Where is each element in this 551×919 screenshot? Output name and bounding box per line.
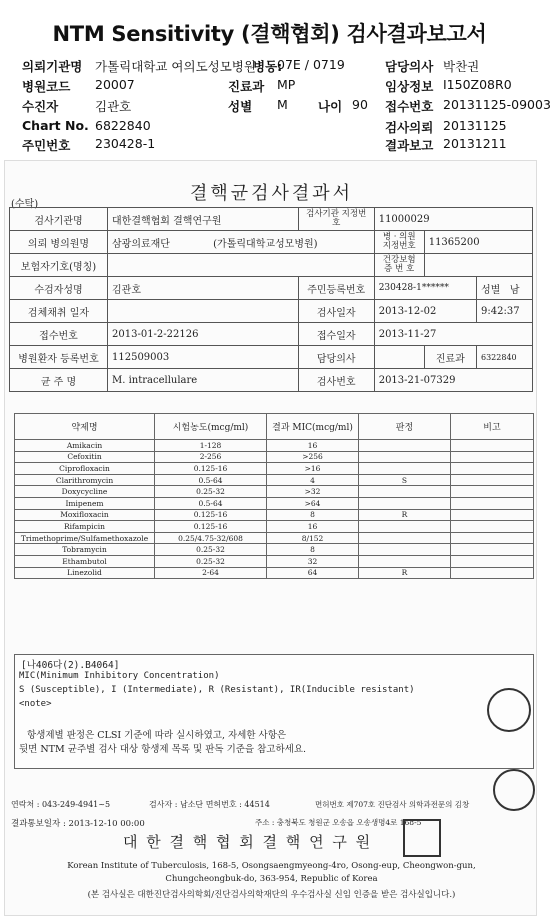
mic-result: 8 xyxy=(267,509,359,521)
doc-sex-label: 성별 xyxy=(481,284,501,296)
interpretation xyxy=(359,521,451,533)
notes-line2: 뒷면 NTM 균주별 검사 대상 항생제 목록 및 판독 기준을 참고하세요. xyxy=(19,744,307,755)
ward-value: 07E / 0719 xyxy=(277,57,345,72)
drug-name: Amikacin xyxy=(15,440,155,452)
drug-name: Doxycycline xyxy=(15,486,155,498)
test-range: 0.125-16 xyxy=(155,463,267,475)
test-range: 2-256 xyxy=(155,451,267,463)
request-org-value: 가톨릭대학교 여의도성모병원 xyxy=(95,59,256,74)
test-range: 1-128 xyxy=(155,440,267,452)
remark xyxy=(451,451,534,463)
interpretation xyxy=(359,555,451,567)
hosp-cell xyxy=(108,231,375,254)
test-range: 0.25-32 xyxy=(155,555,267,567)
footer-org-kr: 대 한 결 핵 협 회 결 핵 연 구 원 xyxy=(123,833,373,851)
patient-value: 김관호 xyxy=(95,99,132,114)
lab-value: 대한결핵협회 결핵연구원 xyxy=(108,208,299,231)
round-seal-upper xyxy=(487,688,531,732)
hosp-value: 삼광의료재단 xyxy=(112,238,170,250)
footer-phone: 연락처 : 043-249-4941~5 xyxy=(11,800,111,809)
collect-value xyxy=(108,300,299,323)
footer-org-en: Korean Institute of Tuberculosis, 168-5, Osongsaengmyeong-4ro, Osong-eup, Cheongwon-gun, xyxy=(67,861,476,871)
drug-name: Trimethoprime/Sulfamethoxazole xyxy=(15,532,155,544)
hosp-label: 의뢰 병의원명 xyxy=(10,231,108,254)
hosp-no-value: 11365200 xyxy=(424,231,532,254)
doc-doctor-label: 담당의사 xyxy=(298,346,374,369)
table-row xyxy=(15,440,534,452)
req-date-label: 검사의뢰 xyxy=(385,120,434,135)
patient-name-value: 김관호 xyxy=(108,277,299,300)
rrn-label: 주민번호 xyxy=(22,138,71,153)
doc-rrn-value: 230428-1****** xyxy=(374,277,476,300)
remark xyxy=(451,486,534,498)
test-range: 0.25-32 xyxy=(155,486,267,498)
doctor-label: 담당의사 xyxy=(385,59,434,74)
remark xyxy=(451,567,534,579)
table-row xyxy=(15,474,534,486)
table-row xyxy=(15,521,534,533)
drug-rows xyxy=(15,440,534,579)
remark xyxy=(451,532,534,544)
chart-label: Chart No. xyxy=(22,118,89,133)
sex-label: 성별 xyxy=(228,99,253,114)
test-range: 2-64 xyxy=(155,567,267,579)
sex-value: M xyxy=(277,97,288,112)
test-date-label: 검사일자 xyxy=(298,300,374,323)
age-value: 90 xyxy=(352,97,368,112)
interpretation: S xyxy=(359,474,451,486)
insurance-value xyxy=(108,254,375,277)
req-date-value: 20131125 xyxy=(443,118,507,133)
drug-name: Clarithromycin xyxy=(15,474,155,486)
receipt-value: 20131125-09003 xyxy=(443,97,551,112)
doc-rrn-label: 주민등록번호 xyxy=(298,277,374,300)
col-range: 시험농도(mcg/ml) xyxy=(155,414,267,440)
hospital-code-label: 병원코드 xyxy=(22,79,71,94)
interpretation xyxy=(359,451,451,463)
remark xyxy=(451,555,534,567)
patient-label: 수진자 xyxy=(22,99,59,114)
doc-receipt-label: 접수번호 xyxy=(10,323,108,346)
drug-name: Ciprofloxacin xyxy=(15,463,155,475)
lab-no-value: 11000029 xyxy=(374,208,532,231)
mic-result: 32 xyxy=(267,555,359,567)
sex-cell xyxy=(477,277,533,300)
hosp-no-label: 병 · 의원 지정번호 xyxy=(374,231,424,254)
remark xyxy=(451,509,534,521)
test-no-label: 검사번호 xyxy=(298,369,374,392)
drug-name: Tobramycin xyxy=(15,544,155,556)
species-label: 균 주 명 xyxy=(10,369,108,392)
col-remark: 비고 xyxy=(451,414,534,440)
hospital-code-value: 20007 xyxy=(95,77,135,92)
interpretation: R xyxy=(359,509,451,521)
col-drug: 약제명 xyxy=(15,414,155,440)
drug-name: Linezolid xyxy=(15,567,155,579)
mic-result: >16 xyxy=(267,463,359,475)
interpretation xyxy=(359,463,451,475)
table-row xyxy=(15,544,534,556)
footer-org-en2: Chungcheongbuk-do, 363-954, Republic of Korea xyxy=(165,874,378,884)
footer-address: 주소 : 충청북도 청원군 오송읍 오송생명4로 168-5 xyxy=(255,818,422,827)
remark xyxy=(451,463,534,475)
notes-legend: S (Susceptible), I (Intermediate), R (Resistant), IR(Inducible resistant) xyxy=(19,685,415,695)
remark xyxy=(451,497,534,509)
hosp-patient-label: 병원환자 등록번호 xyxy=(10,346,108,369)
test-range: 0.25-32 xyxy=(155,544,267,556)
receipt-date-label: 접수일자 xyxy=(298,323,374,346)
doc-title: 결핵균검사결과서 xyxy=(189,183,354,204)
lab-label: 검사기관명 xyxy=(10,208,108,231)
remark xyxy=(451,474,534,486)
form-number: (수탁) xyxy=(11,199,39,210)
test-time-value: 9:42:37 xyxy=(477,300,533,323)
doc-receipt-value: 2013-01-2-22126 xyxy=(108,323,299,346)
drug-name: Ethambutol xyxy=(15,555,155,567)
table-row xyxy=(15,567,534,579)
clinical-value: I150Z08R0 xyxy=(443,77,512,92)
age-label: 나이 xyxy=(318,99,343,114)
ward-label: 병동: xyxy=(253,59,283,74)
remark xyxy=(451,544,534,556)
chart-value: 6822840 xyxy=(95,118,151,133)
table-row xyxy=(15,486,534,498)
clinical-label: 임상정보 xyxy=(385,79,434,94)
test-range: 0.125-16 xyxy=(155,521,267,533)
notes-box xyxy=(14,654,534,769)
test-date-value: 2013-12-02 xyxy=(374,300,476,323)
table-header xyxy=(15,414,534,440)
remark xyxy=(451,440,534,452)
request-org-label: 의뢰기관명 xyxy=(22,59,83,74)
col-interp: 판정 xyxy=(359,414,451,440)
table-row xyxy=(15,451,534,463)
dept-label: 진료과 xyxy=(228,79,265,94)
mic-result: >256 xyxy=(267,451,359,463)
interpretation: R xyxy=(359,567,451,579)
mic-result: 8/152 xyxy=(267,532,359,544)
mic-result: 16 xyxy=(267,521,359,533)
hosp-patient-value: 112509003 xyxy=(108,346,299,369)
col-mic: 결과 MIC(mcg/ml) xyxy=(267,414,359,440)
mic-result: 4 xyxy=(267,474,359,486)
test-range: 0.25/4.75-32/608 xyxy=(155,532,267,544)
report-date-label: 결과보고 xyxy=(385,138,434,153)
notes-tag: <note> xyxy=(19,699,52,709)
footer-cert: (본 검사실은 대한진단검사의학회/진단검사의학재단의 우수검사실 신임 인증을 받은 검사실입니다.) xyxy=(87,890,456,900)
table-row xyxy=(15,555,534,567)
doc-dept-label: 진료과 xyxy=(424,346,476,369)
test-range: 0.5-64 xyxy=(155,474,267,486)
mic-result: 16 xyxy=(267,440,359,452)
info-table xyxy=(9,207,533,392)
table-row xyxy=(15,497,534,509)
doc-dept-value: 6322840 xyxy=(477,346,533,369)
scanned-report xyxy=(4,160,537,916)
mic-result: >64 xyxy=(267,497,359,509)
table-row xyxy=(15,532,534,544)
drug-name: Rifampicin xyxy=(15,521,155,533)
receipt-date-value: 2013-11-27 xyxy=(374,323,532,346)
mic-result: 8 xyxy=(267,544,359,556)
test-no-value: 2013-21-07329 xyxy=(374,369,532,392)
lab-no-label: 검사기관 지정번호 xyxy=(298,208,374,231)
remark xyxy=(451,521,534,533)
ins-cert-value xyxy=(424,254,532,277)
mic-result: >32 xyxy=(267,486,359,498)
interpretation xyxy=(359,532,451,544)
drug-name: Imipenem xyxy=(15,497,155,509)
dept-value: MP xyxy=(277,77,296,92)
mic-result: 64 xyxy=(267,567,359,579)
patient-name-label: 수검자성명 xyxy=(10,277,108,300)
test-range: 0.125-16 xyxy=(155,509,267,521)
interpretation xyxy=(359,440,451,452)
species-value: M. intracellulare xyxy=(108,369,299,392)
interpretation xyxy=(359,497,451,509)
interpretation xyxy=(359,544,451,556)
table-row xyxy=(15,509,534,521)
doc-sex-value: 남 xyxy=(509,284,520,296)
drug-name: Moxifloxacin xyxy=(15,509,155,521)
rrn-value: 230428-1 xyxy=(95,136,156,151)
test-range: 0.5-64 xyxy=(155,497,267,509)
hosp-sub: (가톨릭대학교성모병원) xyxy=(213,238,318,250)
susceptibility-table xyxy=(14,413,534,579)
table-row xyxy=(15,463,534,475)
collect-label: 검체채취 일자 xyxy=(10,300,108,323)
doc-doctor-value xyxy=(374,346,424,369)
doctor-value: 박찬권 xyxy=(443,59,480,74)
insurance-label: 보험자기호(명칭) xyxy=(10,254,108,277)
notes-mic: MIC(Minimum Inhibitory Concentration) xyxy=(19,671,220,681)
round-seal-lower xyxy=(493,769,535,811)
report-date-value: 20131211 xyxy=(443,136,507,151)
notes-line1: 항생제별 판정은 CLSI 기준에 따라 실시하였고, 자세한 사항은 xyxy=(27,730,287,741)
square-stamp xyxy=(403,819,441,857)
footer-license: 면허번호 제707호 진단검사 의학과전문의 김창 xyxy=(315,800,470,809)
ins-cert-label: 건강보험 증 번 호 xyxy=(374,254,424,277)
footer-report-date: 결과통보일자 : 2013-12-10 00:00 xyxy=(11,819,145,829)
notes-code: [나406다(2).B4064] xyxy=(21,660,120,671)
report-title: NTM Sensitivity (결핵협회) 검사결과보고서 xyxy=(52,22,487,46)
receipt-label: 접수번호 xyxy=(385,99,434,114)
footer-examiner: 검사자 : 남소단 면허번호 : 44514 xyxy=(149,800,270,809)
interpretation xyxy=(359,486,451,498)
drug-name: Cefoxitin xyxy=(15,451,155,463)
